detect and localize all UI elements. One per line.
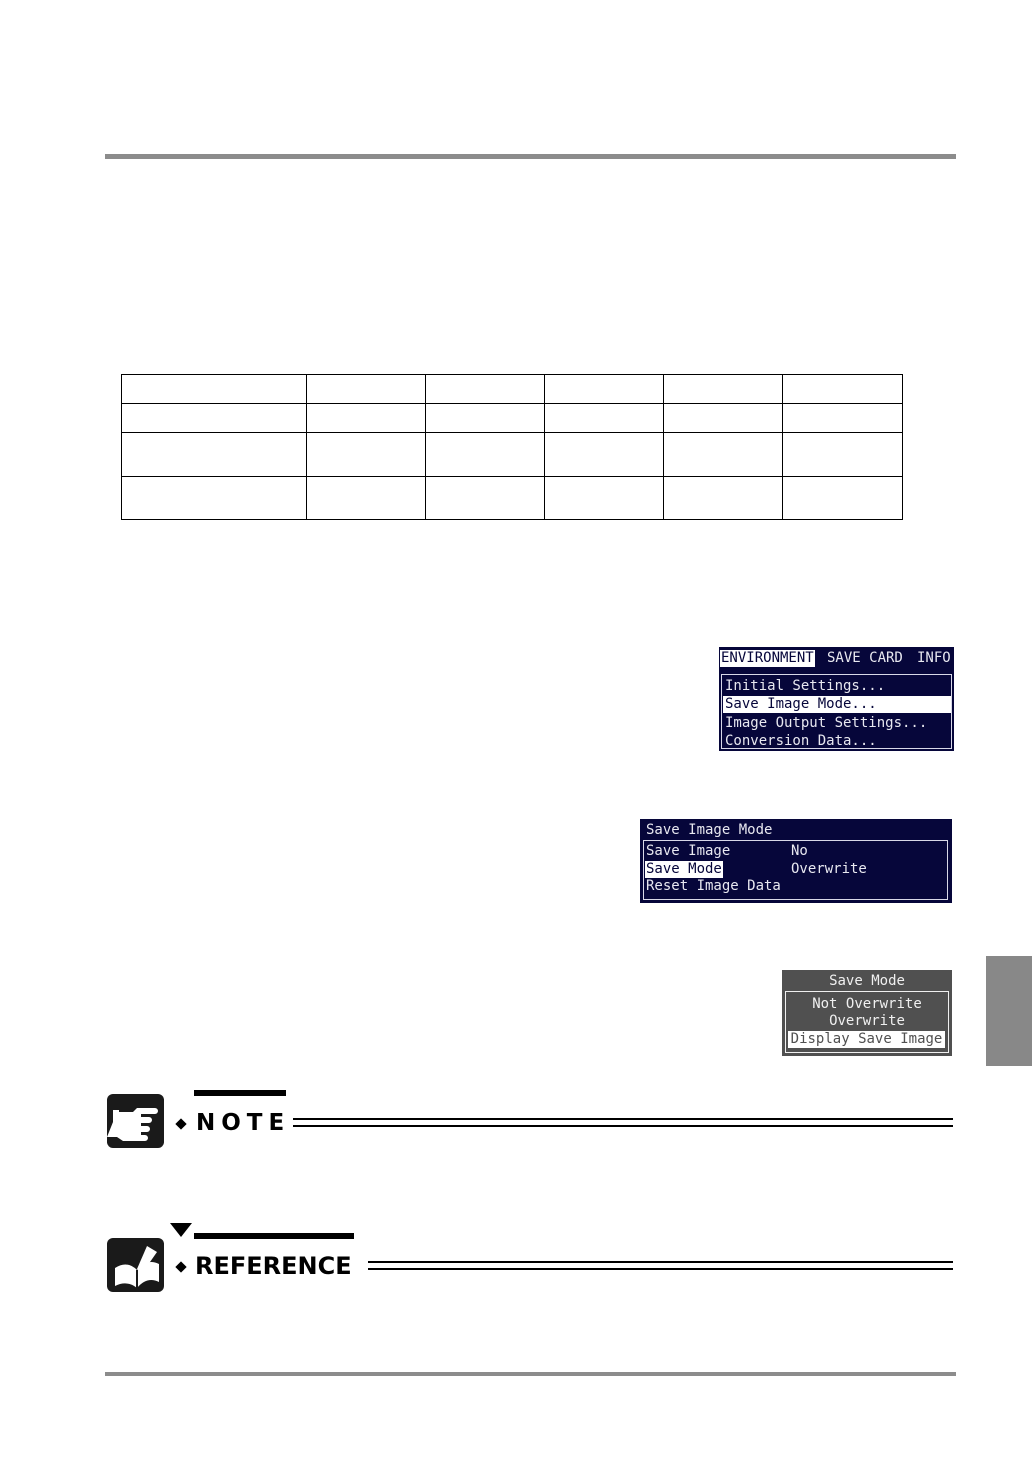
menu-item-conversion-data[interactable]: Conversion Data... xyxy=(725,733,877,749)
reference-top-bar xyxy=(194,1233,354,1239)
note-divider xyxy=(293,1118,953,1127)
triangle-marker-icon xyxy=(170,1223,192,1237)
diamond-icon xyxy=(175,1118,186,1129)
reference-divider xyxy=(368,1261,953,1270)
footer-rule xyxy=(105,1372,956,1376)
save-mode-label[interactable]: Save Mode xyxy=(646,861,722,877)
menu-item-image-output-settings[interactable]: Image Output Settings... xyxy=(725,715,928,731)
save-mode-value: Overwrite xyxy=(791,861,867,877)
note-top-bar xyxy=(194,1090,286,1096)
reset-image-data-item[interactable]: Reset Image Data xyxy=(646,878,781,894)
open-book-icon xyxy=(107,1238,164,1292)
menu-item-initial-settings[interactable]: Initial Settings... xyxy=(725,678,886,694)
save-mode-popup xyxy=(782,970,952,1056)
table-row xyxy=(122,477,903,520)
reference-label: REFERENCE xyxy=(195,1252,352,1280)
pointing-hand-icon xyxy=(107,1094,164,1148)
chapter-side-tab xyxy=(986,956,1032,1066)
tab-save-card[interactable]: SAVE CARD xyxy=(827,650,903,666)
spec-table xyxy=(121,374,903,520)
option-not-overwrite[interactable]: Not Overwrite xyxy=(812,996,922,1012)
save-image-mode-screen xyxy=(640,819,952,903)
screen-title: Save Image Mode xyxy=(646,822,773,838)
environment-menu-screen xyxy=(719,647,954,751)
popup-title: Save Mode xyxy=(829,973,905,989)
menu-item-save-image-mode[interactable]: Save Image Mode... xyxy=(723,696,951,713)
option-display-save-image[interactable]: Display Save Image xyxy=(788,1031,945,1048)
option-overwrite[interactable]: Overwrite xyxy=(829,1013,905,1029)
tab-info[interactable]: INFO xyxy=(917,650,951,666)
table-row xyxy=(122,375,903,404)
table-row xyxy=(122,433,903,477)
header-rule xyxy=(105,154,956,159)
diamond-icon xyxy=(175,1261,186,1272)
tab-environment[interactable]: ENVIRONMENT xyxy=(721,650,814,666)
save-image-label[interactable]: Save Image xyxy=(646,843,731,859)
save-image-value: No xyxy=(791,843,808,859)
note-label: NOTE xyxy=(196,1110,291,1136)
table-row xyxy=(122,404,903,433)
